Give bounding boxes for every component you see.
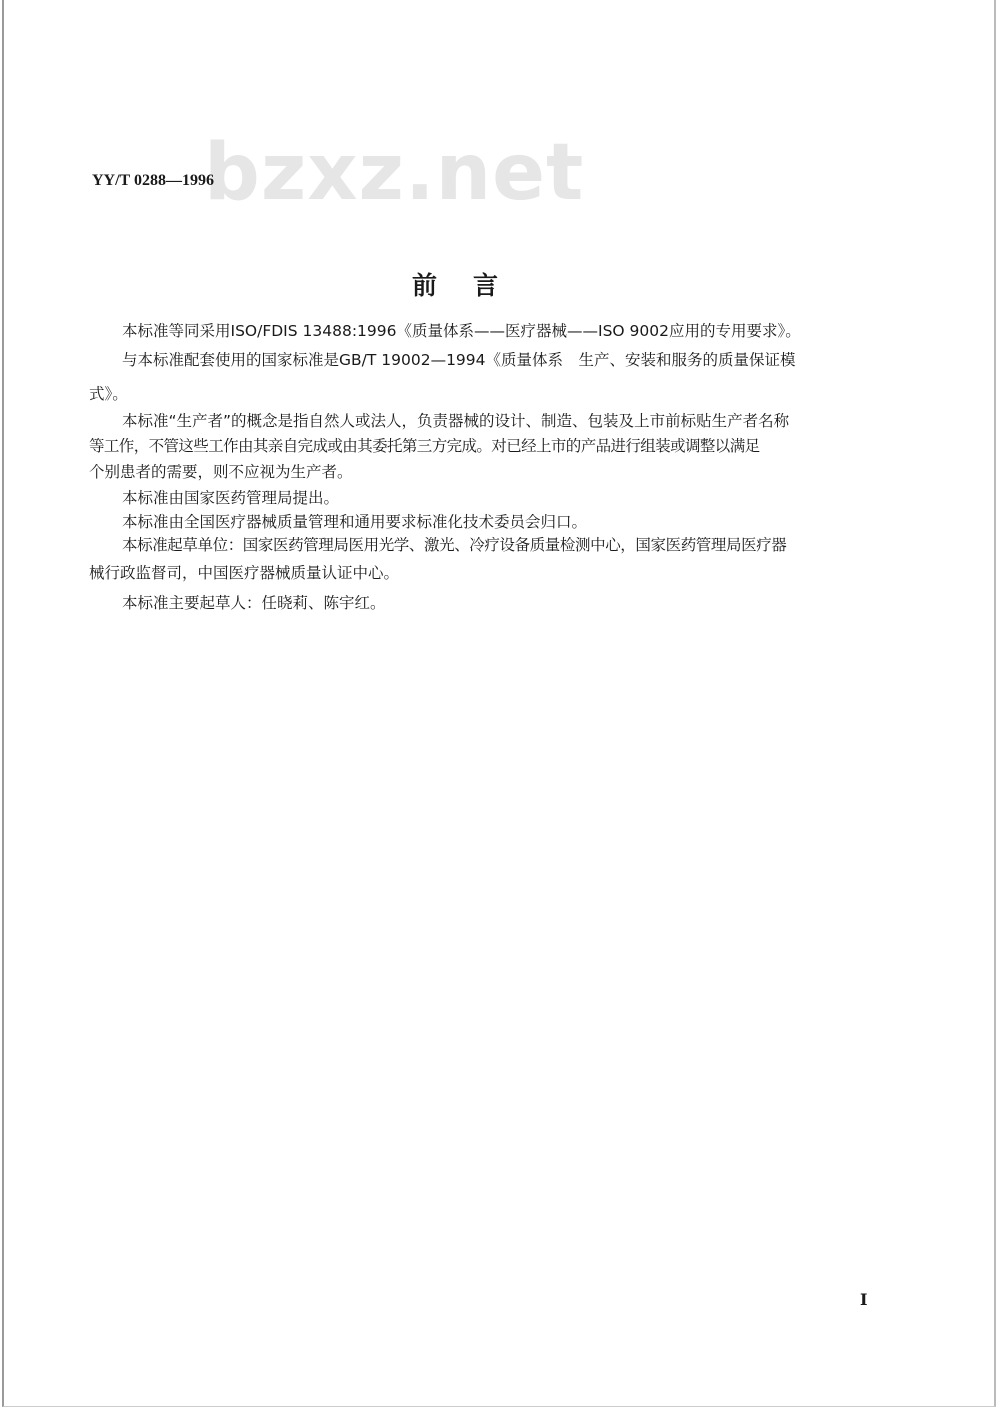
paragraph-line: 本标准“生产者”的概念是指自然人或法人，负责器械的设计、制造、包装及上市前标贴生产者名称 [122, 412, 790, 430]
paragraph-line: 与本标准配套使用的国家标准是GB/T 19002—1994《质量体系 生产、安装和服务的质量保证模 [122, 351, 796, 369]
page-number: I [860, 1290, 868, 1309]
standard-code-header: YY/T 0288—1996 [92, 172, 214, 189]
page-title: 前言 [412, 271, 535, 300]
paragraph-line: 本标准等同采用ISO/FDIS 13488:1996《质量体系——医疗器械——ISO 9002应用的专用要求》。 [122, 322, 801, 340]
paragraph-line: 本标准由全国医疗器械质量管理和通用要求标准化技术委员会归口。 [122, 513, 588, 531]
document-page [2, 0, 996, 1407]
paragraph-line: 等工作，不管这些工作由其亲自完成或由其委托第三方完成。对已经上市的产品进行组装或调整以满足 [89, 437, 760, 455]
paragraph-line: 本标准起草单位：国家医药管理局医用光学、激光、冷疗设备质量检测中心，国家医药管理局医疗器 [122, 536, 787, 554]
paragraph-line: 个别患者的需要，则不应视为生产者。 [89, 463, 353, 481]
paragraph-line: 本标准由国家医药管理局提出。 [122, 489, 340, 507]
paragraph-line: 式》。 [89, 385, 128, 403]
watermark: bzxz.net [204, 128, 585, 218]
paragraph-line: 本标准主要起草人：任晓莉、陈宇红。 [122, 594, 386, 612]
paragraph-line: 械行政监督司，中国医疗器械质量认证中心。 [89, 564, 400, 582]
